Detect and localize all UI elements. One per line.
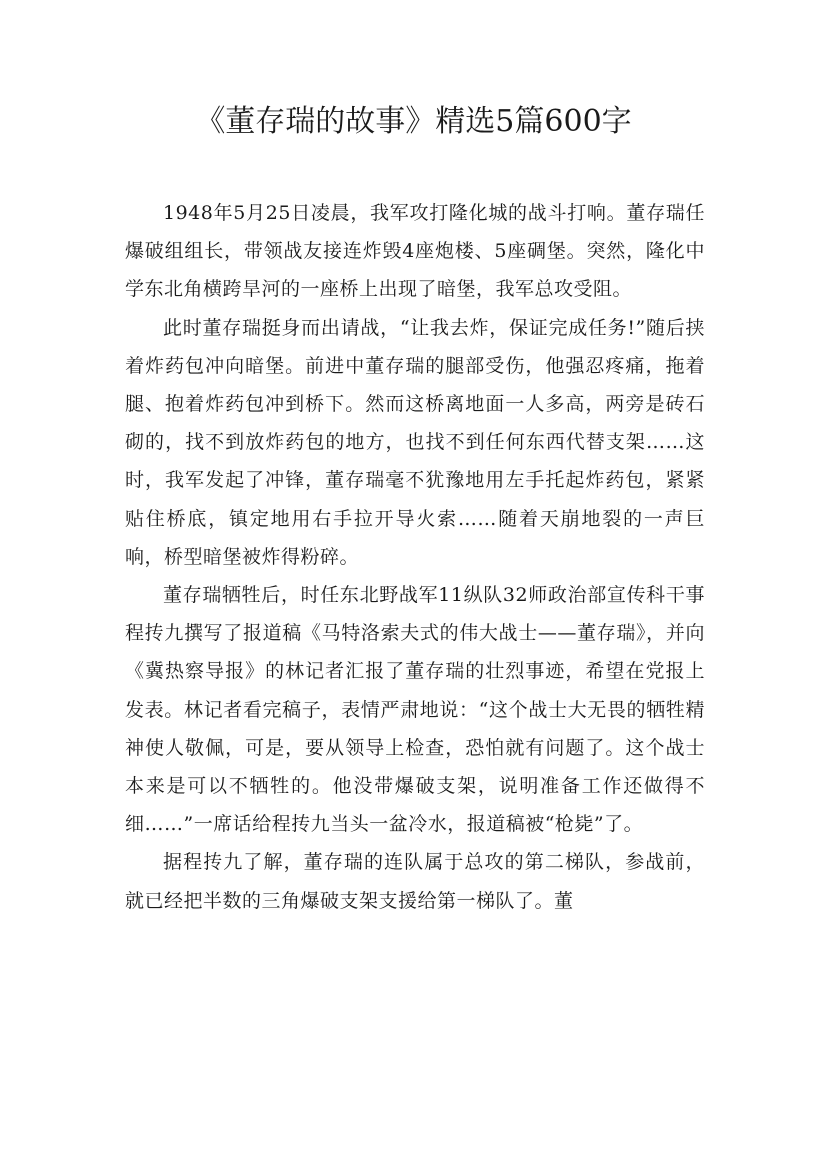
paragraph-2: 此时董存瑞挺身而出请战，“让我去炸，保证完成任务!”随后挟着炸药包冲向暗堡。前进中董存瑞的腿部受伤，他强忍疼痛，拖着腿、抱着炸药包冲到桥下。然而这桥离地面一人多高，两旁是砖石砌的，找不到放炸药包的地方，也找不到任何东西代替支架……这时，我军发起了冲锋，董存瑞毫不犹豫地用左手托起炸药包，紧紧贴住桥底，镇定地用右手拉开导火索……随着天崩地裂的一声巨响，桥型暗堡被炸得粉碎。 — [125, 316, 705, 568]
paragraph-3: 董存瑞牺牲后，时任东北野战军11纵队32师政治部宣传科干事程抟九撰写了报道稿《马特洛索夫式的伟大战士——董存瑞》，并向《冀热察导报》的林记者汇报了董存瑞的壮烈事迹，希望在党报上发表。林记者看完稿子，表情严肃地说：“这个战士大无畏的牺牲精神使人敬佩，可是，要从领导上检查，恐怕就有问题了。这个战士本来是可以不牺牲的。他没带爆破支架，说明准备工作还做得不细……”一席话给程抟九当头一盆冷水，报道稿被“枪毙”了。 — [125, 584, 705, 836]
document-body — [125, 194, 705, 920]
document-title: 《董存瑞的故事》精选5篇600字 — [195, 104, 632, 139]
paragraph-4: 据程抟九了解，董存瑞的连队属于总攻的第二梯队，参战前，就已经把半数的三角爆破支架支援给第一梯队了。董 — [125, 851, 705, 912]
paragraph-1: 1948年5月25日凌晨，我军攻打隆化城的战斗打响。董存瑞任爆破组组长，带领战友接连炸毁4座炮楼、5座碉堡。突然，隆化中学东北角横跨旱河的一座桥上出现了暗堡，我军总攻受阻。 — [125, 202, 705, 301]
